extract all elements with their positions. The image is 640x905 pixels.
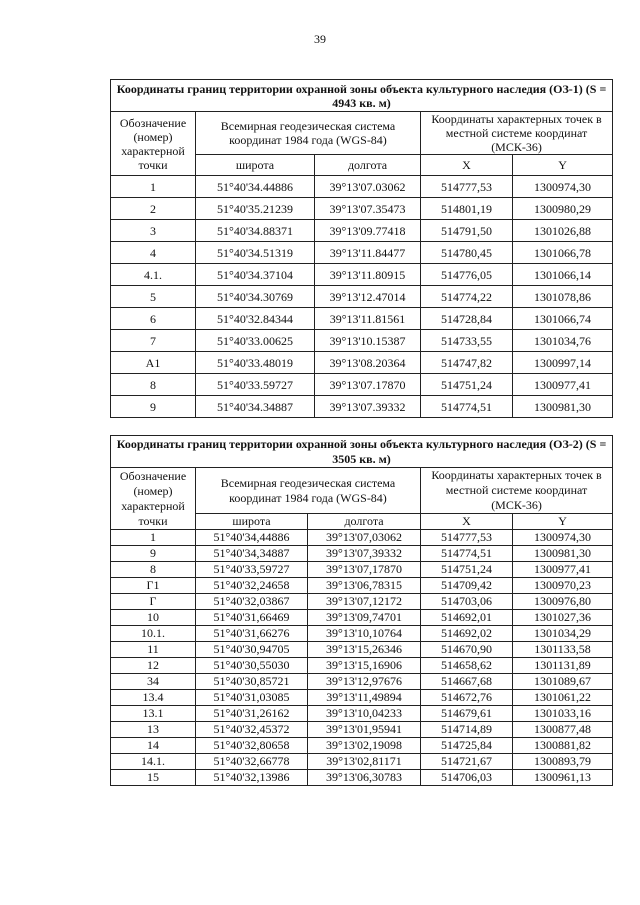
coordinates-table-oz1 xyxy=(110,79,613,418)
cell-x: 514692,02 xyxy=(421,626,513,642)
cell-latitude: 51°40'34.44886 xyxy=(196,176,315,198)
cell-y: 1301066,14 xyxy=(513,264,613,286)
cell-x: 514751,24 xyxy=(421,374,513,396)
cell-longitude: 39°13'06,30783 xyxy=(308,770,421,786)
cell-x: 514776,05 xyxy=(421,264,513,286)
cell-latitude: 51°40'34.88371 xyxy=(196,220,315,242)
table-row xyxy=(111,264,613,286)
cell-point-id: 11 xyxy=(111,642,196,658)
cell-longitude: 39°13'09.77418 xyxy=(315,220,421,242)
cell-x: 514774,51 xyxy=(421,546,513,562)
cell-point-id: 4.1. xyxy=(111,264,196,286)
cell-y: 1301089,67 xyxy=(513,674,613,690)
cell-x: 514672,76 xyxy=(421,690,513,706)
cell-y: 1301034,29 xyxy=(513,626,613,642)
cell-latitude: 51°40'34.51319 xyxy=(196,242,315,264)
cell-x: 514725,84 xyxy=(421,738,513,754)
header-x: X xyxy=(421,155,513,176)
coordinates-table-oz2 xyxy=(110,435,613,786)
cell-point-id: 15 xyxy=(111,770,196,786)
table-row xyxy=(111,658,613,674)
cell-x: 514709,42 xyxy=(421,578,513,594)
cell-point-id: 9 xyxy=(111,396,196,418)
cell-point-id: 1 xyxy=(111,176,196,198)
cell-y: 1301034,76 xyxy=(513,330,613,352)
table-row xyxy=(111,374,613,396)
header-local: Координаты характерных точек в местной системе координат (МСК-36) xyxy=(421,112,613,155)
table-title: Координаты границ территории охранной зоны объекта культурного наследия (ОЗ-2) (S = 3505 кв. м) xyxy=(111,436,613,468)
cell-point-id: 12 xyxy=(111,658,196,674)
cell-x: 514780,45 xyxy=(421,242,513,264)
cell-latitude: 51°40'31,66469 xyxy=(196,610,308,626)
cell-longitude: 39°13'07.35473 xyxy=(315,198,421,220)
cell-longitude: 39°13'02,19098 xyxy=(308,738,421,754)
cell-latitude: 51°40'32.84344 xyxy=(196,308,315,330)
cell-point-id: А1 xyxy=(111,352,196,374)
cell-y: 1301131,89 xyxy=(513,658,613,674)
cell-latitude: 51°40'31,66276 xyxy=(196,626,308,642)
table-row xyxy=(111,674,613,690)
cell-x: 514703,06 xyxy=(421,594,513,610)
cell-longitude: 39°13'07.17870 xyxy=(315,374,421,396)
table-row xyxy=(111,352,613,374)
header-point: Обозначение (номер) характерной точки xyxy=(111,468,196,530)
header-latitude: широта xyxy=(196,155,315,176)
table-row xyxy=(111,578,613,594)
table-row xyxy=(111,330,613,352)
cell-latitude: 51°40'33.48019 xyxy=(196,352,315,374)
cell-point-id: 10.1. xyxy=(111,626,196,642)
cell-longitude: 39°13'11.80915 xyxy=(315,264,421,286)
cell-y: 1300977,41 xyxy=(513,374,613,396)
cell-latitude: 51°40'32,03867 xyxy=(196,594,308,610)
table-row xyxy=(111,176,613,198)
cell-longitude: 39°13'07.03062 xyxy=(315,176,421,198)
cell-latitude: 51°40'34.30769 xyxy=(196,286,315,308)
cell-y: 1301078,86 xyxy=(513,286,613,308)
cell-x: 514801,19 xyxy=(421,198,513,220)
cell-longitude: 39°13'15,16906 xyxy=(308,658,421,674)
cell-latitude: 51°40'30,55030 xyxy=(196,658,308,674)
header-wgs: Всемирная геодезическая система координат 1984 года (WGS-84) xyxy=(196,112,421,155)
cell-longitude: 39°13'01,95941 xyxy=(308,722,421,738)
cell-y: 1301033,16 xyxy=(513,706,613,722)
cell-y: 1300961,13 xyxy=(513,770,613,786)
cell-longitude: 39°13'11.84477 xyxy=(315,242,421,264)
cell-point-id: 8 xyxy=(111,374,196,396)
cell-longitude: 39°13'15,26346 xyxy=(308,642,421,658)
cell-point-id: 9 xyxy=(111,546,196,562)
header-longitude: долгота xyxy=(308,514,421,530)
cell-x: 514774,51 xyxy=(421,396,513,418)
cell-longitude: 39°13'07.39332 xyxy=(315,396,421,418)
header-y: Y xyxy=(513,514,613,530)
header-x: X xyxy=(421,514,513,530)
cell-x: 514658,62 xyxy=(421,658,513,674)
cell-longitude: 39°13'07,39332 xyxy=(308,546,421,562)
cell-y: 1300981,30 xyxy=(513,546,613,562)
cell-x: 514706,03 xyxy=(421,770,513,786)
header-latitude: широта xyxy=(196,514,308,530)
cell-x: 514714,89 xyxy=(421,722,513,738)
cell-longitude: 39°13'02,81171 xyxy=(308,754,421,770)
cell-latitude: 51°40'34,44886 xyxy=(196,530,308,546)
cell-longitude: 39°13'12,97676 xyxy=(308,674,421,690)
cell-point-id: 3 xyxy=(111,220,196,242)
header-local: Координаты характерных точек в местной системе координат (МСК-36) xyxy=(421,468,613,514)
table-row xyxy=(111,610,613,626)
cell-point-id: 4 xyxy=(111,242,196,264)
cell-point-id: 13 xyxy=(111,722,196,738)
cell-longitude: 39°13'06,78315 xyxy=(308,578,421,594)
cell-longitude: 39°13'10.15387 xyxy=(315,330,421,352)
cell-y: 1300980,29 xyxy=(513,198,613,220)
cell-longitude: 39°13'07,17870 xyxy=(308,562,421,578)
cell-y: 1300970,23 xyxy=(513,578,613,594)
cell-x: 514692,01 xyxy=(421,610,513,626)
cell-point-id: 1 xyxy=(111,530,196,546)
cell-latitude: 51°40'35.21239 xyxy=(196,198,315,220)
cell-point-id: 13.1 xyxy=(111,706,196,722)
table-row xyxy=(111,642,613,658)
cell-y: 1301026,88 xyxy=(513,220,613,242)
table-title: Координаты границ территории охранной зоны объекта культурного наследия (ОЗ-1) (S = 4943 кв. м) xyxy=(111,80,613,112)
cell-latitude: 51°40'33,59727 xyxy=(196,562,308,578)
header-longitude: долгота xyxy=(315,155,421,176)
cell-latitude: 51°40'32,66778 xyxy=(196,754,308,770)
cell-longitude: 39°13'10,04233 xyxy=(308,706,421,722)
header-y: Y xyxy=(513,155,613,176)
table-row xyxy=(111,286,613,308)
cell-point-id: 8 xyxy=(111,562,196,578)
cell-y: 1300877,48 xyxy=(513,722,613,738)
cell-y: 1300881,82 xyxy=(513,738,613,754)
cell-latitude: 51°40'32,45372 xyxy=(196,722,308,738)
cell-y: 1300981,30 xyxy=(513,396,613,418)
cell-latitude: 51°40'32,13986 xyxy=(196,770,308,786)
cell-latitude: 51°40'34.37104 xyxy=(196,264,315,286)
cell-y: 1300893,79 xyxy=(513,754,613,770)
cell-longitude: 39°13'07,03062 xyxy=(308,530,421,546)
page-number: 39 xyxy=(314,32,326,46)
cell-latitude: 51°40'34.34887 xyxy=(196,396,315,418)
header-point: Обозначение (номер) характерной точки xyxy=(111,112,196,176)
cell-point-id: 7 xyxy=(111,330,196,352)
table-row xyxy=(111,626,613,642)
cell-point-id: 13.4 xyxy=(111,690,196,706)
cell-y: 1300977,41 xyxy=(513,562,613,578)
cell-y: 1301066,78 xyxy=(513,242,613,264)
cell-latitude: 51°40'33.59727 xyxy=(196,374,315,396)
table-row xyxy=(111,198,613,220)
cell-latitude: 51°40'30,94705 xyxy=(196,642,308,658)
table-row xyxy=(111,396,613,418)
cell-y: 1300974,30 xyxy=(513,176,613,198)
cell-latitude: 51°40'31,03085 xyxy=(196,690,308,706)
cell-x: 514670,90 xyxy=(421,642,513,658)
header-wgs: Всемирная геодезическая система координат 1984 года (WGS-84) xyxy=(196,468,421,514)
table-row xyxy=(111,706,613,722)
cell-point-id: 34 xyxy=(111,674,196,690)
table-row xyxy=(111,770,613,786)
cell-y: 1301066,74 xyxy=(513,308,613,330)
cell-x: 514733,55 xyxy=(421,330,513,352)
cell-latitude: 51°40'31,26162 xyxy=(196,706,308,722)
cell-longitude: 39°13'09,74701 xyxy=(308,610,421,626)
table-row xyxy=(111,722,613,738)
cell-longitude: 39°13'07,12172 xyxy=(308,594,421,610)
table-row xyxy=(111,690,613,706)
cell-longitude: 39°13'11,49894 xyxy=(308,690,421,706)
cell-x: 514774,22 xyxy=(421,286,513,308)
table-row xyxy=(111,738,613,754)
cell-point-id: 14 xyxy=(111,738,196,754)
cell-longitude: 39°13'08.20364 xyxy=(315,352,421,374)
cell-longitude: 39°13'12.47014 xyxy=(315,286,421,308)
table-row xyxy=(111,242,613,264)
cell-longitude: 39°13'11.81561 xyxy=(315,308,421,330)
cell-point-id: 5 xyxy=(111,286,196,308)
cell-point-id: Г1 xyxy=(111,578,196,594)
table-row xyxy=(111,530,613,546)
cell-latitude: 51°40'32,24658 xyxy=(196,578,308,594)
cell-x: 514728,84 xyxy=(421,308,513,330)
cell-x: 514791,50 xyxy=(421,220,513,242)
cell-longitude: 39°13'10,10764 xyxy=(308,626,421,642)
cell-point-id: 14.1. xyxy=(111,754,196,770)
table-row xyxy=(111,594,613,610)
cell-x: 514751,24 xyxy=(421,562,513,578)
table-row xyxy=(111,220,613,242)
cell-y: 1301061,22 xyxy=(513,690,613,706)
table-row xyxy=(111,308,613,330)
cell-x: 514721,67 xyxy=(421,754,513,770)
cell-x: 514747,82 xyxy=(421,352,513,374)
cell-y: 1301027,36 xyxy=(513,610,613,626)
cell-point-id: 10 xyxy=(111,610,196,626)
table-row xyxy=(111,562,613,578)
cell-latitude: 51°40'32,80658 xyxy=(196,738,308,754)
cell-point-id: 2 xyxy=(111,198,196,220)
cell-y: 1301133,58 xyxy=(513,642,613,658)
cell-x: 514667,68 xyxy=(421,674,513,690)
cell-x: 514679,61 xyxy=(421,706,513,722)
cell-latitude: 51°40'34,34887 xyxy=(196,546,308,562)
cell-y: 1300974,30 xyxy=(513,530,613,546)
cell-point-id: Г xyxy=(111,594,196,610)
cell-x: 514777,53 xyxy=(421,530,513,546)
cell-y: 1300976,80 xyxy=(513,594,613,610)
cell-latitude: 51°40'33.00625 xyxy=(196,330,315,352)
cell-x: 514777,53 xyxy=(421,176,513,198)
cell-y: 1300997,14 xyxy=(513,352,613,374)
cell-latitude: 51°40'30,85721 xyxy=(196,674,308,690)
table-row xyxy=(111,754,613,770)
cell-point-id: 6 xyxy=(111,308,196,330)
table-row xyxy=(111,546,613,562)
